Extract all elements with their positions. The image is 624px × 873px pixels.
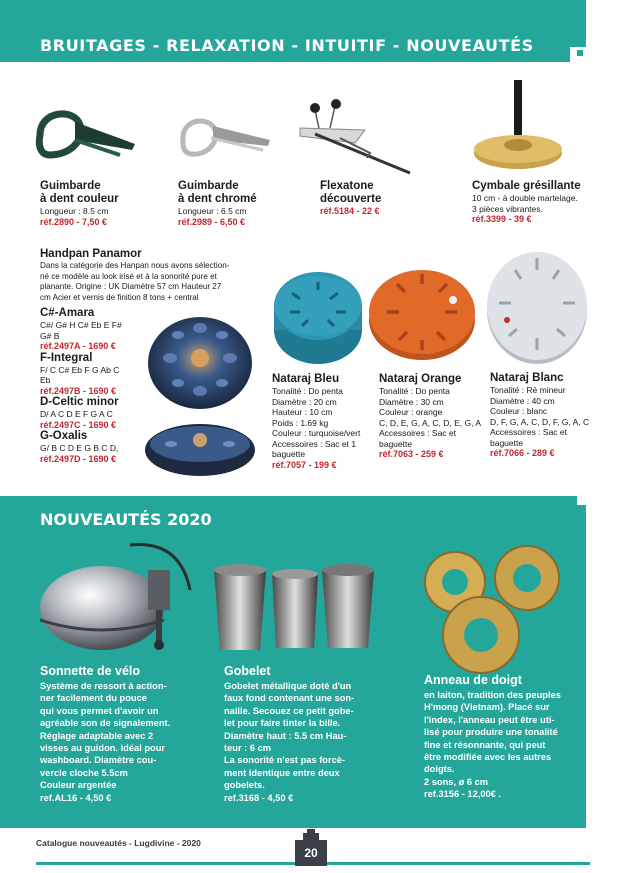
product-anneau: Anneau de doigt en laiton, tradition des peuples H'mong (Vietnam). Placé sur l'index, l'anneau peut être uti- lisé pour produire une tonalité fine et résonnante, qui peut être modifiée avec les autres doigts. 2 sons, ø 6 cm ref.3156 - 12,00€ . [424,673,561,800]
page-title: BRUITAGES - RELAXATION - INTUITIF - NOUVEAUTÉS [40,36,534,55]
section-notch [577,496,586,505]
banner-notch-inner [577,50,583,56]
product-guimbarde-couleur: Guimbarde à dent couleur Longueur : 8.5 cm réf.2890 - 7,50 € [40,180,119,227]
nataraj-orange-image [367,262,477,367]
product-sonnette: Sonnette de vélo Système de ressort à action- ner facilement du pouce qui vous permet d'avoir un agréable son de signalement. Réglage adaptable avec 2 visses au guidon. idéal pour washboard. Diamètre cou- vercle cloche 5.5cm Couleur argentée ref.AL16 - 4,50 € [40,664,171,803]
page-number: 20 [295,840,327,866]
product-nataraj-blanc: Nataraj Blanc Tonalité : Ré mineur Diamètre : 40 cm Couleur : blanc D, F, G, A, C, D, F, G, A, C Accessoires : Sac et baguette réf.7066 - 289 € [490,372,590,458]
nataraj-bleu-image [272,268,364,368]
handpan-variants: C#-Amara C#/ G# H C# Eb E F# G# B réf.2497A - 1690 € F-Integral F/ C C# Eb F G Ab C Eb réf.2497B - 1690 € D-Celtic minor D/ A C D E F G A C réf.2497C - 1690 € G-Oxalis G/ B C D E G B C D, réf.2497D - 1690 € [40,307,122,464]
header-banner [0,0,586,62]
handpan-image-top [145,313,255,413]
handpan-image-bottom [143,420,258,480]
gobelet-image [210,562,380,657]
product-nataraj-bleu: Nataraj Bleu Tonalité : Do penta Diamètre : 20 cm Hauteur : 10 cm Poids : 1.69 kg Couleur : turquoise/vert Accessoires : Sac et 1 baguette réf.7057 - 199 € [272,373,361,470]
product-cymbale: Cymbale grésillante 10 cm - à double martelage. 3 pièces vibrantes. réf.3399 - 39 € [472,180,581,224]
product-guimbarde-chrome: Guimbarde à dent chromé Longueur : 6.5 cm réf.2989 - 6,50 € [178,180,257,227]
cymbale-image [470,75,570,180]
guimbarde-couleur-image [30,100,140,170]
guimbarde-chrome-image [175,108,275,168]
anneau-image [415,540,575,680]
sonnette-image [30,530,200,655]
section-title: NOUVEAUTÉS 2020 [40,510,212,529]
product-flexatone: Flexatone découverte réf.5184 - 22 € [320,180,382,216]
product-gobelet: Gobelet Gobelet métallique doté d'un faux fond contenant une son- naille. Secouez ce petit gobe- let pour faire tinter la bille. Diamètre haut : 5.5 cm Hau- teur : 6 cm La sonorité n'est pas forcè- ment identique entre deux gobelets. ref.3168 - 4,50 € [224,664,355,803]
product-nataraj-orange: Nataraj Orange Tonalité : Do penta Diamètre : 30 cm Couleur : orange C, D, E, G, A, C, D, E, G, A Accessoires : Sac et baguette réf.7063 - 259 € [379,373,482,459]
footer-text: Catalogue nouveautés - Lugdivine - 2020 [36,838,201,848]
nataraj-blanc-image [485,248,590,366]
flexatone-image [295,98,415,178]
product-handpan: Handpan Panamor Dans la catégorie des Hanpan nous avons sélection- né ce modèle au look irisé et à la sonorité pure et planante. Origine : UK Diamètre 57 cm Hauteur 27 cm Acier et vernis de finition 8 tons + central [40,248,230,302]
